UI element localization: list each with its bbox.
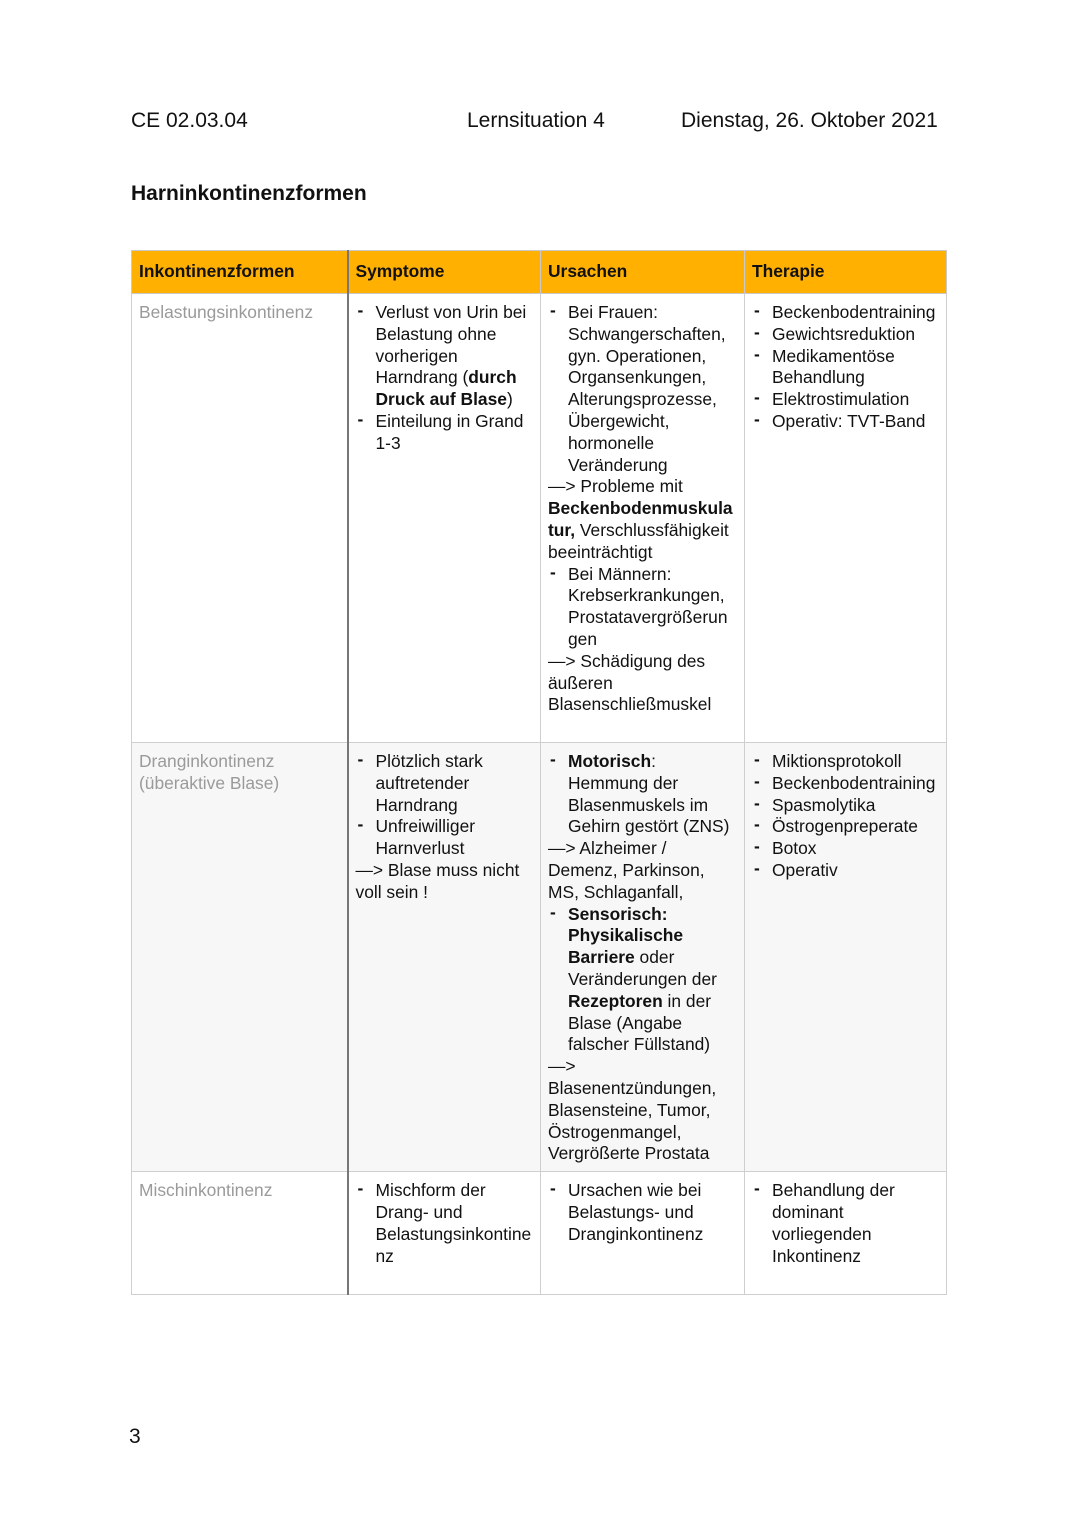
causes-cell — [541, 1172, 745, 1295]
bullet-item — [752, 1180, 939, 1267]
causes-cell — [541, 743, 745, 1172]
text: Miktionsprotokoll — [772, 751, 902, 771]
text: —> Probleme mit — [548, 476, 683, 497]
bold-text: Rezeptoren — [568, 990, 663, 1011]
bullet-item — [752, 860, 939, 882]
text: Unfreiwilliger Harnverlust — [375, 816, 476, 859]
text: Ursachen wie bei Belastungs- und Dranginkontinenz — [568, 1180, 704, 1244]
text: Behandlung der dominant vorliegenden Inkontinenz — [772, 1180, 895, 1266]
bold-text: Motorisch — [568, 751, 652, 771]
text: Elektrostimulation — [772, 389, 910, 410]
bullet-item — [752, 389, 939, 411]
causes-cell — [541, 294, 745, 743]
learning-situation: Lernsituation 4 — [467, 109, 605, 132]
bullet-item — [752, 773, 939, 795]
symptoms-cell — [348, 743, 541, 1172]
bold-text: Beckenbodenmuskulatur, — [548, 498, 733, 540]
text: in der Blase (Angabe falscher Füllstand) — [568, 990, 712, 1055]
incontinence-form: Dranginkontinenz (überaktive Blase) — [132, 743, 348, 1172]
text-line — [548, 651, 737, 716]
incontinence-form: Mischinkontinenz — [132, 1172, 348, 1295]
text: Operativ: TVT-Band — [772, 410, 926, 431]
text-line — [548, 1056, 737, 1165]
page-title: Harninkontinenzformen — [131, 182, 367, 205]
text: ) — [506, 389, 513, 410]
bold-text: Sensorisch: Physikalische Barriere — [568, 903, 684, 968]
text: Verschlussfähigkeit beeinträchtigt — [548, 519, 729, 562]
text: Beckenbodentraining — [772, 772, 936, 793]
column-header: Therapie — [745, 251, 947, 294]
symptoms-cell — [348, 294, 541, 743]
text: Operativ — [772, 859, 838, 880]
bullet-item — [356, 751, 534, 816]
table-row — [132, 294, 947, 743]
incontinence-form: Belastungsinkontinenz — [132, 294, 348, 743]
column-header: Inkontinenzformen — [132, 251, 348, 294]
text: : Hemmung der Blasenmuskels im Gehirn gestört (ZNS) — [568, 751, 730, 837]
text: —> Alzheimer / Demenz, Parkinson, MS, Schlaganfall, — [548, 838, 705, 902]
column-header: Symptome — [348, 251, 541, 294]
text: oder Veränderungen der — [568, 947, 717, 989]
therapy-cell — [745, 743, 947, 1172]
text: Medikamentöse Behandlung — [772, 345, 895, 388]
bullet-item — [548, 564, 737, 651]
bullet-item — [752, 302, 939, 324]
text-line — [548, 476, 737, 563]
bullet-item — [356, 816, 534, 860]
bullet-item — [752, 346, 939, 390]
table-row — [132, 1172, 947, 1295]
text: Beckenbodentraining — [772, 302, 936, 322]
text: Plötzlich stark auftretender Harndrang — [375, 751, 483, 815]
bullet-item — [752, 795, 939, 817]
therapy-cell — [745, 294, 947, 743]
bullet-item — [356, 1180, 534, 1267]
column-header: Ursachen — [541, 251, 745, 294]
bullet-item — [548, 1180, 737, 1245]
text: Mischform der Drang- und Belastungsinkontinenz — [375, 1180, 532, 1266]
bold-text: durch Druck auf Blase — [375, 367, 517, 410]
page-number: 3 — [129, 1425, 141, 1448]
text: Spasmolytika — [772, 794, 876, 815]
bullet-item — [548, 751, 737, 838]
bullet-item — [752, 751, 939, 773]
bullet-item — [356, 411, 534, 455]
table-row — [132, 743, 947, 1172]
symptoms-cell — [348, 1172, 541, 1295]
bullet-item — [356, 302, 534, 411]
date: Dienstag, 26. Oktober 2021 — [681, 109, 938, 132]
bullet-item — [752, 324, 939, 346]
text: Bei Frauen: Schwangerschaften, gyn. Operationen, Organsenkungen, Alterungsprozesse, Übergewicht, hormonelle Veränderung — [568, 302, 726, 475]
text: Botox — [772, 838, 817, 859]
text: —> Blasenentzündungen, Blasensteine, Tumor, Östrogenmangel, Vergrößerte Prostata — [548, 1056, 717, 1164]
bullet-item — [548, 302, 737, 476]
text-line — [548, 838, 737, 903]
text: —> Schädigung des äußeren Blasenschließmuskel — [548, 650, 712, 715]
therapy-cell — [745, 1172, 947, 1295]
text: Gewichtsreduktion — [772, 323, 916, 344]
text-line — [356, 860, 534, 904]
text: Verlust von Urin bei Belastung ohne vorherigen Harndrang ( — [375, 302, 527, 388]
text: Östrogenpreperate — [772, 816, 918, 837]
incontinence-table — [131, 250, 947, 1295]
text: Einteilung in Grand 1-3 — [375, 410, 524, 453]
bullet-item — [752, 816, 939, 838]
bullet-item — [752, 411, 939, 433]
text: Bei Männern: Krebserkrankungen, Prostatavergrößerungen — [568, 563, 728, 649]
text: —> Blase muss nicht voll sein ! — [355, 859, 520, 902]
bullet-item — [752, 838, 939, 860]
table-header-row — [132, 251, 947, 294]
course-code: CE 02.03.04 — [131, 109, 248, 132]
bullet-item — [548, 904, 737, 1057]
